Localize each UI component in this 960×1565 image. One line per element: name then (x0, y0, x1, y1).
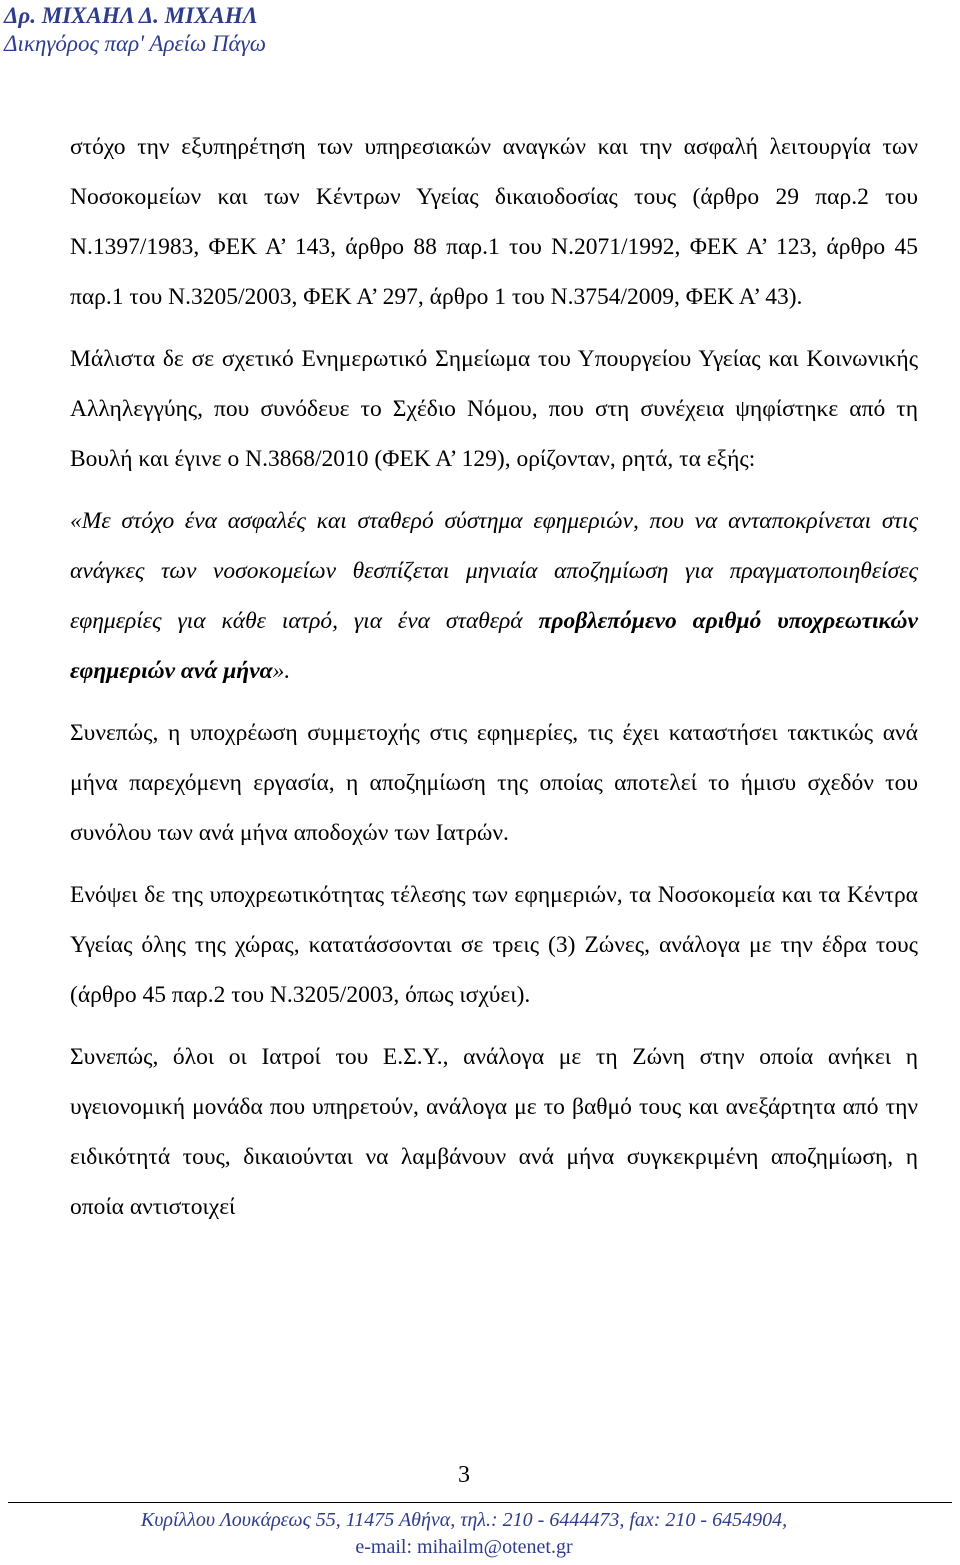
paragraph-5: Ενόψει δε της υποχρεωτικότητας τέλεσης των εφημεριών, τα Νοσοκομεία και τα Κέντρα Υγείας όλης της χώρας, κατατάσσονται σε τρεις (3) Ζώνες, ανάλογα με την έδρα τους (άρθρο 45 παρ.2 του Ν.3205/2003, όπως ισχύει). (70, 882, 918, 1008)
footer (0, 1507, 928, 1561)
quote-italic-text: Με στόχο ένα ασφαλές και σταθερό σύστημα εφημεριών, που να ανταποκρίνεται στις ανάγκες των νοσοκομείων θεσπίζεται μηνιαία αποζημίωση για πραγματοποιηθείσες εφημερίες για κάθε ιατρό, για ένα σταθερά (70, 508, 918, 634)
quotation-paragraph (70, 496, 918, 696)
quote-bold-text: προβλεπόμενο αριθμό υποχρεωτικών εφημεριών ανά μήνα (70, 608, 918, 684)
footer-email: e-mail: mihailm@otenet.gr (355, 1536, 573, 1558)
lawyer-title: Δικηγόρος παρ' Αρείω Πάγω (4, 31, 266, 56)
quote-close-mark: ». (272, 658, 291, 684)
footer-address: Κυρίλλου Λουκάρεως 55, 11475 Αθήνα, τηλ.: 210 - 6444473, fax: 210 - 6454904, (140, 1509, 788, 1531)
footer-divider (8, 1502, 952, 1503)
paragraph-1: στόχο την εξυπηρέτηση των υπηρεσιακών αναγκών και την ασφαλή λειτουργία των Νοσοκομείων και των Κέντρων Υγείας δικαιοδοσίας τους (άρθρο 29 παρ.2 του Ν.1397/1983, ΦΕΚ Α’ 143, άρθρο 88 παρ.1 του Ν.2071/1992, ΦΕΚ Α’ 123, άρθρο 45 παρ.1 του Ν.3205/2003, ΦΕΚ Α’ 297, άρθρο 1 του Ν.3754/2009, ΦΕΚ Α’ 43). (70, 134, 918, 310)
lawyer-name: Δρ. ΜΙΧΑΗΛ Δ. ΜΙΧΑΗΛ (4, 3, 258, 28)
paragraph-2: Μάλιστα δε σε σχετικό Ενημερωτικό Σημείωμα του Υπουργείου Υγείας και Κοινωνικής Αλληλεγγύης, που συνόδευε το Σχέδιο Νόμου, που στη συνέχεια ψηφίστηκε από τη Βουλή και έγινε ο Ν.3868/2010 (ΦΕΚ Α’ 129), ορίζονταν, ρητά, τα εξής: (70, 346, 918, 472)
letterhead (4, 2, 266, 58)
page-number: 3 (458, 1462, 470, 1488)
document-body (70, 122, 918, 1244)
quote-open-mark: « (70, 508, 82, 534)
paragraph-6: Συνεπώς, όλοι οι Ιατροί του Ε.Σ.Υ., ανάλογα με τη Ζώνη στην οποία ανήκει η υγειονομική μονάδα που υπηρετούν, ανάλογα με το βαθμό τους και ανεξάρτητα από την ειδικότητά τους, δικαιούνται να λαμβάνουν ανά μήνα συγκεκριμένη αποζημίωση, η οποία αντιστοιχεί (70, 1044, 918, 1220)
paragraph-4: Συνεπώς, η υποχρέωση συμμετοχής στις εφημερίες, τις έχει καταστήσει τακτικώς ανά μήνα παρεχόμενη εργασία, η αποζημίωση της οποίας αποτελεί το ήμισυ σχεδόν του συνόλου των ανά μήνα αποδοχών των Ιατρών. (70, 720, 918, 846)
